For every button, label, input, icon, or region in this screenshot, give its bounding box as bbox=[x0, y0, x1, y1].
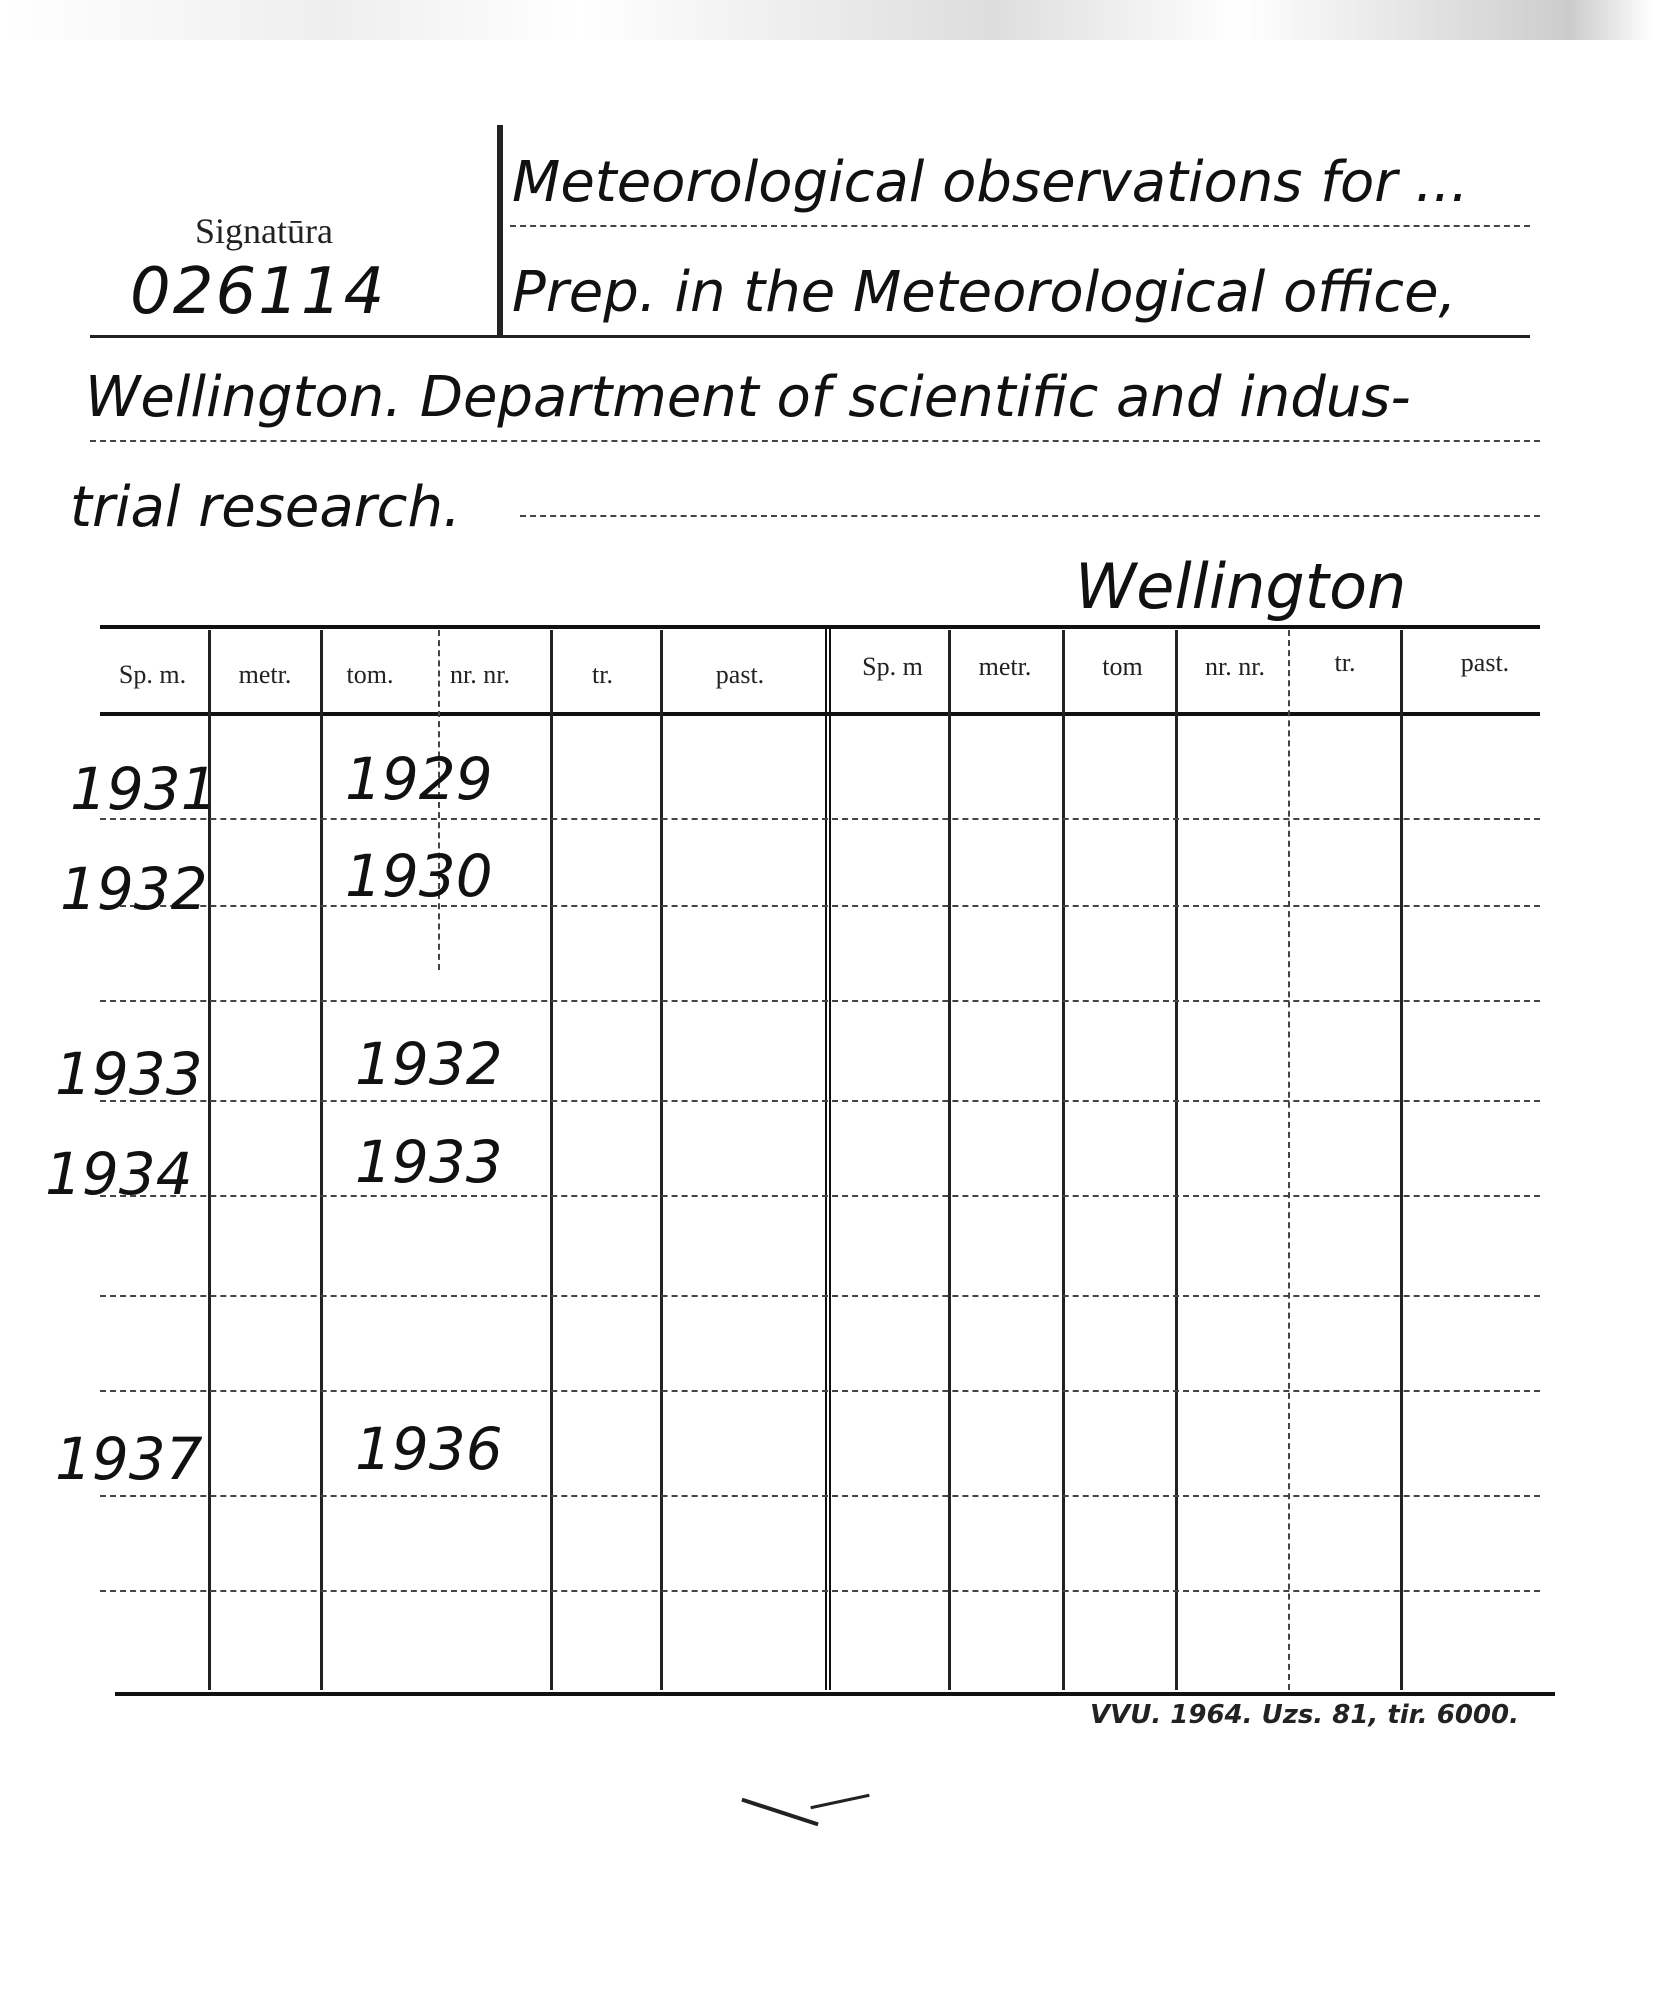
scan-edge-noise bbox=[0, 0, 1653, 40]
col-line bbox=[1400, 630, 1403, 1690]
row-rule bbox=[100, 1590, 1540, 1592]
col-header-tom-right: tom bbox=[1102, 652, 1143, 681]
place-name: Wellington bbox=[1075, 550, 1407, 623]
col-header-nr-nr: nr. nr. bbox=[450, 660, 510, 689]
row-rule bbox=[100, 1295, 1540, 1297]
title-rule-4 bbox=[520, 515, 1540, 517]
title-line-1: Meteorological observations for ... bbox=[512, 150, 1469, 215]
title-rule-1 bbox=[510, 225, 1530, 227]
title-line-2: Prep. in the Meteorological office, bbox=[512, 260, 1457, 325]
row-5-tom: 1933 bbox=[355, 1128, 503, 1196]
col-header-past: past. bbox=[715, 660, 765, 689]
row-rule bbox=[100, 1195, 1540, 1197]
col-header-tom: tom. bbox=[346, 660, 394, 689]
scan-mark bbox=[741, 1798, 818, 1827]
col-line bbox=[1288, 630, 1290, 1690]
col-line bbox=[1062, 630, 1065, 1690]
col-line bbox=[1175, 630, 1178, 1690]
row-1-tom: 1929 bbox=[345, 745, 493, 813]
row-rule bbox=[100, 1000, 1540, 1002]
row-rule bbox=[100, 1390, 1540, 1392]
col-line bbox=[948, 630, 951, 1690]
row-2-tom: 1930 bbox=[345, 842, 493, 910]
title-line-4: trial research. bbox=[70, 475, 461, 540]
col-header-sp-m-right: Sp. m bbox=[862, 652, 923, 681]
col-header-tr: tr. bbox=[592, 660, 613, 689]
signatura-value: 026114 bbox=[130, 255, 387, 329]
col-line bbox=[320, 630, 323, 1690]
title-line-3: Wellington. Department of scientific and indus- bbox=[85, 365, 1411, 430]
row-rule bbox=[100, 1100, 1540, 1102]
row-rule bbox=[100, 1495, 1540, 1497]
col-header-nr-nr-right: nr. nr. bbox=[1205, 652, 1265, 681]
row-rule bbox=[100, 818, 1540, 820]
scan-mark bbox=[810, 1794, 869, 1809]
title-rule-3 bbox=[90, 440, 1540, 442]
row-1-sp: 1931 bbox=[70, 755, 218, 823]
print-note: VVU. 1964. Uzs. 81, tir. 6000. bbox=[1090, 1700, 1519, 1730]
row-8-sp: 1937 bbox=[55, 1425, 203, 1493]
col-header-metr-right: metr. bbox=[978, 652, 1032, 681]
row-8-tom: 1936 bbox=[355, 1415, 503, 1483]
col-line bbox=[660, 630, 663, 1690]
header-divider bbox=[497, 125, 503, 335]
col-header-metr: metr. bbox=[238, 660, 292, 689]
row-4-tom: 1932 bbox=[355, 1030, 503, 1098]
row-4-sp: 1933 bbox=[55, 1040, 203, 1108]
col-header-tr-right: tr. bbox=[1334, 648, 1356, 677]
col-header-past-right: past. bbox=[1460, 648, 1510, 677]
center-divider bbox=[825, 628, 831, 1690]
signatura-label: Signatūra bbox=[195, 211, 333, 251]
row-5-sp: 1934 bbox=[45, 1140, 193, 1208]
header-rule bbox=[90, 335, 1530, 338]
row-rule bbox=[100, 905, 1540, 907]
header-bottom-rule bbox=[100, 712, 1540, 716]
table-top-rule bbox=[100, 625, 1540, 629]
row-2-sp: 1932 bbox=[60, 855, 208, 923]
col-line bbox=[550, 630, 553, 1690]
col-header-sp-m: Sp. m. bbox=[118, 660, 187, 689]
table-bottom-rule bbox=[115, 1692, 1555, 1696]
